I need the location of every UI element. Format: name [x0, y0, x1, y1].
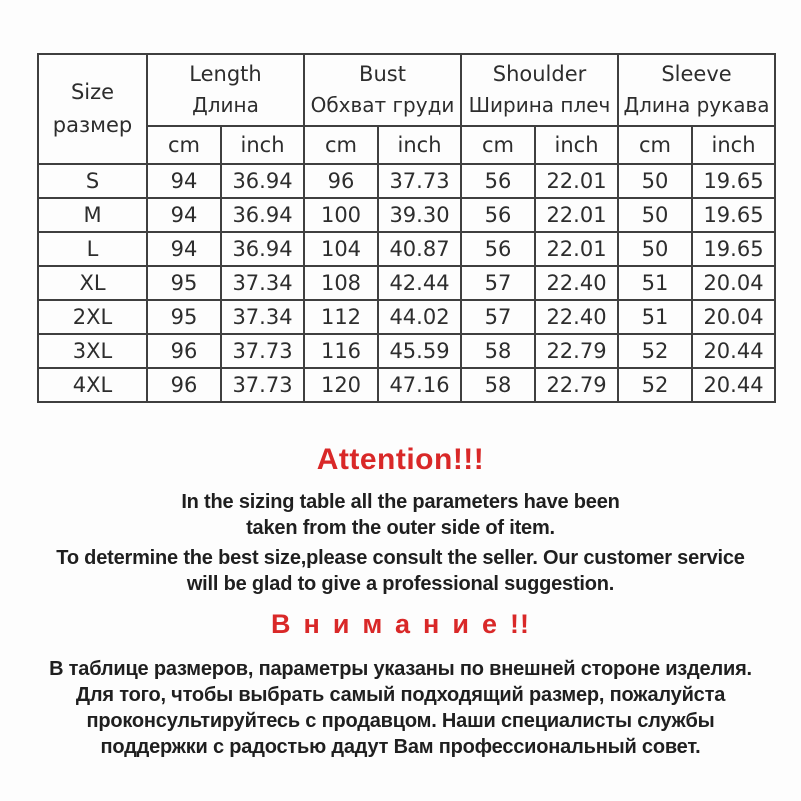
- header-bust-en: Bust: [359, 62, 406, 86]
- english-note-2: [0, 545, 801, 597]
- attention-title: Attention!!!: [316, 443, 485, 476]
- value-cell: 20.44: [692, 334, 775, 368]
- value-cell: 95: [147, 266, 221, 300]
- size-table: [37, 53, 776, 403]
- value-cell: 52: [618, 334, 692, 368]
- value-cell: 100: [304, 198, 378, 232]
- english-note-2-line-1: To determine the best size,please consult the seller. Our customer service: [56, 547, 745, 569]
- value-cell: 19.65: [692, 232, 775, 266]
- value-cell: 20.04: [692, 266, 775, 300]
- value-cell: 94: [147, 232, 221, 266]
- unit-inch-length: inch: [221, 126, 304, 164]
- table-row: [38, 198, 775, 232]
- value-cell: 56: [461, 164, 535, 198]
- value-cell: 120: [304, 368, 378, 402]
- unit-cm-length: cm: [147, 126, 221, 164]
- value-cell: 22.40: [535, 300, 618, 334]
- russian-note-line-3: проконсультируйтесь с продавцом. Наши специалисты службы: [86, 710, 715, 732]
- unit-inch-shoulder: inch: [535, 126, 618, 164]
- value-cell: 37.73: [378, 164, 461, 198]
- value-cell: 50: [618, 232, 692, 266]
- header-size-ru: размер: [52, 113, 133, 137]
- value-cell: 96: [147, 334, 221, 368]
- value-cell: 104: [304, 232, 378, 266]
- russian-note-line-2: Для того, чтобы выбрать самый подходящий размер, пожалуйста: [75, 684, 726, 706]
- unit-inch-bust: inch: [378, 126, 461, 164]
- value-cell: 22.79: [535, 334, 618, 368]
- value-cell: 39.30: [378, 198, 461, 232]
- header-shoulder: [461, 54, 618, 126]
- russian-note-line-4: поддержки с радостью дадут Вам профессиональный совет.: [100, 736, 701, 758]
- value-cell: 56: [461, 198, 535, 232]
- table-row: [38, 368, 775, 402]
- table-body: [38, 164, 775, 402]
- value-cell: 95: [147, 300, 221, 334]
- value-cell: 58: [461, 334, 535, 368]
- value-cell: 57: [461, 266, 535, 300]
- value-cell: 40.87: [378, 232, 461, 266]
- unit-cm-sleeve: cm: [618, 126, 692, 164]
- value-cell: 20.44: [692, 368, 775, 402]
- table-row: [38, 266, 775, 300]
- english-note-2-line-2: will be glad to give a professional suggestion.: [186, 573, 615, 595]
- value-cell: 22.01: [535, 164, 618, 198]
- value-cell: 37.34: [221, 266, 304, 300]
- value-cell: 112: [304, 300, 378, 334]
- value-cell: 36.94: [221, 198, 304, 232]
- table-row: [38, 300, 775, 334]
- header-sleeve-ru: Длина рукава: [623, 93, 770, 117]
- table-row: [38, 164, 775, 198]
- size-cell: 2XL: [38, 300, 147, 334]
- size-cell: 4XL: [38, 368, 147, 402]
- value-cell: 22.01: [535, 198, 618, 232]
- russian-attention-exclamation: !!: [509, 609, 530, 639]
- russian-note: [0, 656, 801, 760]
- value-cell: 52: [618, 368, 692, 402]
- value-cell: 108: [304, 266, 378, 300]
- unit-cm-shoulder: cm: [461, 126, 535, 164]
- header-unit-row: [38, 126, 775, 164]
- value-cell: 22.01: [535, 232, 618, 266]
- size-cell: XL: [38, 266, 147, 300]
- russian-note-line-1: В таблице размеров, параметры указаны по внешней стороне изделия.: [49, 658, 752, 680]
- header-bust-ru: Обхват груди: [310, 93, 455, 117]
- size-cell: M: [38, 198, 147, 232]
- table-header: [38, 54, 775, 164]
- value-cell: 20.04: [692, 300, 775, 334]
- value-cell: 44.02: [378, 300, 461, 334]
- value-cell: 22.40: [535, 266, 618, 300]
- value-cell: 19.65: [692, 198, 775, 232]
- value-cell: 51: [618, 266, 692, 300]
- header-sleeve: [618, 54, 775, 126]
- header-length-en: Length: [189, 62, 262, 86]
- value-cell: 96: [147, 368, 221, 402]
- value-cell: 51: [618, 300, 692, 334]
- value-cell: 116: [304, 334, 378, 368]
- value-cell: 57: [461, 300, 535, 334]
- russian-attention-word: Внимание: [271, 609, 510, 639]
- header-bust: [304, 54, 461, 126]
- value-cell: 22.79: [535, 368, 618, 402]
- value-cell: 42.44: [378, 266, 461, 300]
- value-cell: 50: [618, 198, 692, 232]
- header-length: [147, 54, 304, 126]
- value-cell: 94: [147, 164, 221, 198]
- header-sleeve-en: Sleeve: [661, 62, 732, 86]
- unit-cm-bust: cm: [304, 126, 378, 164]
- unit-inch-sleeve: inch: [692, 126, 775, 164]
- header-size-en: Size: [70, 80, 115, 104]
- header-shoulder-en: Shoulder: [492, 62, 587, 86]
- value-cell: 96: [304, 164, 378, 198]
- header-group-row: [38, 54, 775, 126]
- value-cell: 19.65: [692, 164, 775, 198]
- header-shoulder-ru: Ширина плеч: [468, 93, 611, 117]
- russian-attention-title: [0, 609, 801, 640]
- value-cell: 94: [147, 198, 221, 232]
- size-cell: 3XL: [38, 334, 147, 368]
- value-cell: 36.94: [221, 164, 304, 198]
- header-length-ru: Длина: [192, 93, 259, 117]
- size-cell: S: [38, 164, 147, 198]
- value-cell: 47.16: [378, 368, 461, 402]
- value-cell: 37.73: [221, 334, 304, 368]
- table-row: [38, 334, 775, 368]
- value-cell: 36.94: [221, 232, 304, 266]
- value-cell: 56: [461, 232, 535, 266]
- header-size: [38, 54, 147, 164]
- size-cell: L: [38, 232, 147, 266]
- english-note-1-line-2: taken from the outer side of item.: [246, 517, 555, 539]
- value-cell: 37.73: [221, 368, 304, 402]
- value-cell: 50: [618, 164, 692, 198]
- english-note-1-line-1: In the sizing table all the parameters have been: [181, 491, 620, 513]
- value-cell: 58: [461, 368, 535, 402]
- value-cell: 37.34: [221, 300, 304, 334]
- table-row: [38, 232, 775, 266]
- value-cell: 45.59: [378, 334, 461, 368]
- english-note-1: [0, 489, 801, 541]
